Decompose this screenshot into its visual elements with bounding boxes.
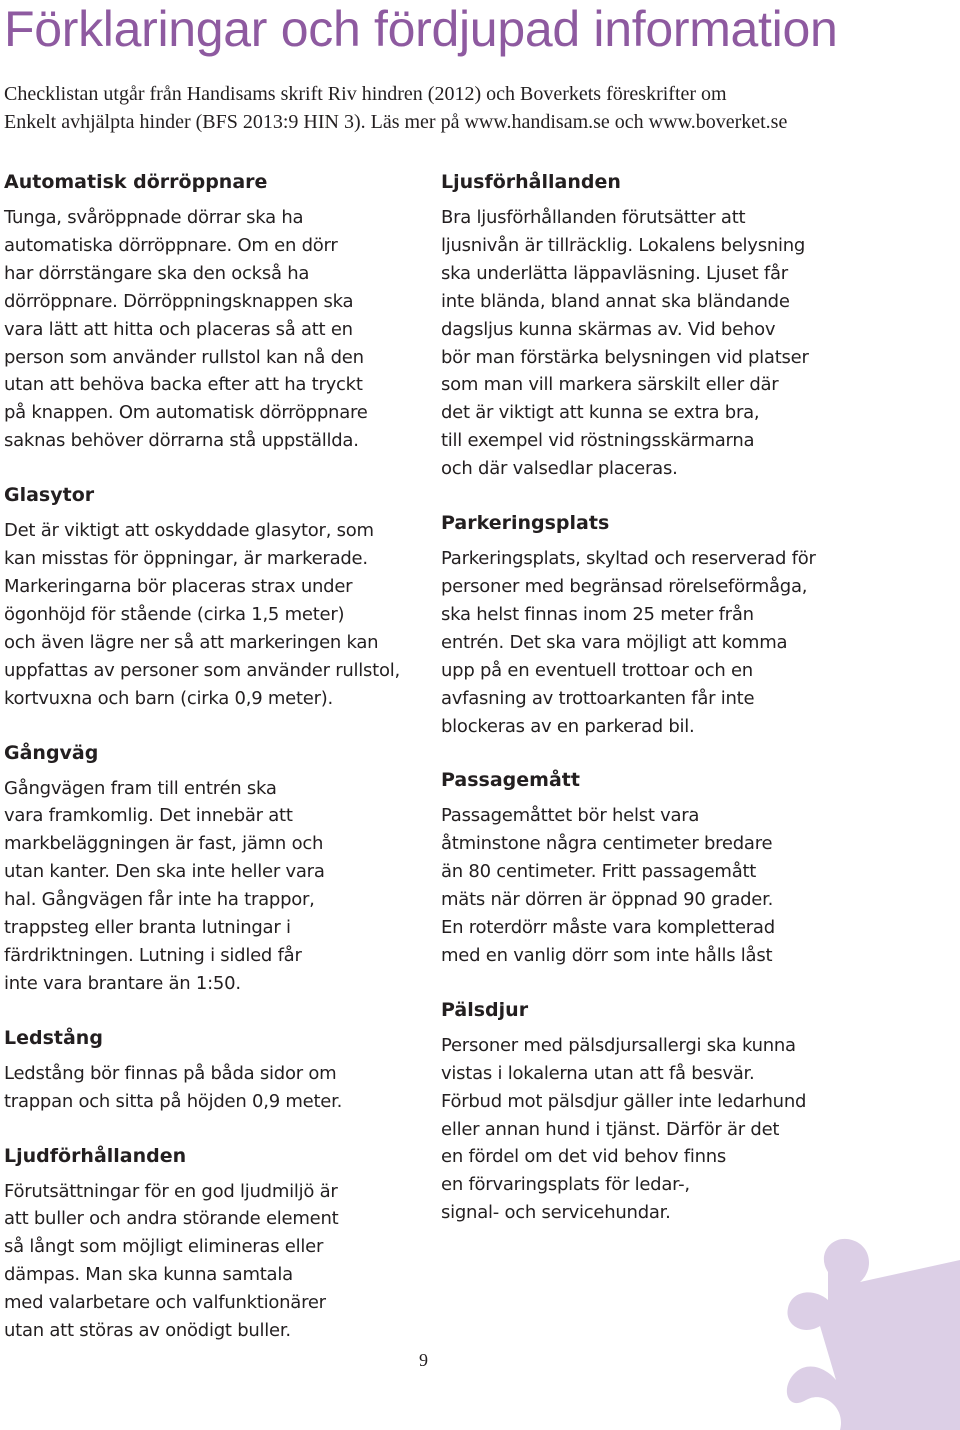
section [4,481,424,712]
body-line: inte vara brantare än 1:50. [4,972,241,994]
section-heading: Ljusförhållanden [441,171,621,193]
intro-line: Checklistan utgår från Handisams skrift Riv hindren (2012) och Boverkets föreskrifter om [4,83,727,105]
body-line: åtminstone några centimeter bredare [441,833,773,855]
body-line: än 80 centimeter. Fritt passagemått [441,861,757,883]
body-line: saknas behöver dörrarna stå uppställda. [4,430,359,452]
body-line: utan att störas av onödigt buller. [4,1320,291,1342]
section-heading: Automatisk dörröppnare [4,171,268,193]
body-line: vistas i lokalerna utan att få besvär. [441,1062,755,1084]
body-line: hal. Gångvägen får inte ha trappor, [4,889,315,911]
body-line: ska underlätta läppavläsning. Ljuset får [441,262,788,284]
page-title: Förklaringar och fördjupad information [4,1,838,57]
section-heading: Gångväg [4,741,99,764]
body-line: ska helst finnas inom 25 meter från [441,603,754,625]
body-line: Förutsättningar för en god ljudmiljö är [4,1180,338,1202]
puzzle-piece-icon [780,1230,960,1430]
body-line: att buller och andra störande element [4,1208,339,1230]
body-line: Bra ljusförhållanden förutsätter att [441,207,746,228]
body-line: dörröppnare. Dörröppningsknappen ska [4,290,354,312]
body-line: eller annan hund i tjänst. Därför är det [441,1118,780,1140]
body-line: kortvuxna och barn (cirka 0,9 meter). [4,687,333,709]
body-line: en förvaringsplats för ledar-, [441,1174,690,1196]
body-line: har dörrstängare ska den också ha [4,262,310,284]
section-body [4,1060,424,1116]
body-line: trappsteg eller branta lutningar i [4,917,291,939]
section-body [441,545,881,740]
body-line: Parkeringsplats, skyltad och reserverad för [441,548,816,570]
right-column [441,168,881,1227]
section-body [441,802,881,969]
section-gap [4,455,424,481]
body-line: Ledstång bör finnas på båda sidor om [4,1062,337,1084]
body-line: Tunga, svåröppnade dörrar ska ha [4,207,304,228]
section-body [4,775,424,998]
body-line: utan att behöva backa efter att ha tryckt [4,374,363,396]
body-line: så långt som möjligt elimineras eller [4,1236,324,1258]
body-line: inte blända, bland annat ska bländande [441,290,790,312]
body-line: det är viktigt att kunna se extra bra, [441,402,760,424]
puzzle-piece-shape [787,1239,960,1430]
body-line: avfasning av trottoarkanten får inte [441,687,755,709]
body-line: En roterdörr måste vara kompletterad [441,917,775,939]
body-line: blockeras av en parkerad bil. [441,715,695,737]
body-line: personer med begränsad rörelseförmåga, [441,575,808,597]
body-line: som man vill markera särskilt eller där [441,374,779,396]
section [4,1024,424,1116]
body-line: person som använder rullstol kan nå den [4,346,364,368]
body-line: en fördel om det vid behov finns [441,1146,727,1168]
section-gap [4,713,424,739]
body-line: kan misstas för öppningar, är markerade. [4,548,368,570]
body-line: automatiska dörröppnare. Om en dörr [4,234,338,256]
section-gap [4,998,424,1024]
body-line: färdriktningen. Lutning i sidled får [4,944,302,966]
body-line: och där valsedlar placeras. [441,458,678,480]
body-line: Passagemåttet bör helst vara [441,805,700,827]
section-body [4,1178,424,1345]
body-line: dämpas. Man ska kunna samtala [4,1264,293,1286]
section-heading: Pälsdjur [441,998,529,1021]
body-line: på knappen. Om automatisk dörröppnare [4,402,368,424]
section [4,1142,424,1345]
section-gap [441,970,881,996]
section-heading: Ljudförhållanden [4,1144,187,1167]
body-line: utan kanter. Den ska inte heller vara [4,861,325,883]
section [441,509,881,740]
section-body [441,1032,881,1227]
body-line: med en vanlig dörr som inte hålls låst [441,944,773,966]
body-line: vara framkomlig. Det innebär att [4,805,293,827]
section [441,996,881,1227]
section [441,168,881,483]
body-line: mäts när dörren är öppnad 90 grader. [441,889,774,911]
body-line: entrén. Det ska vara möjligt att komma [441,631,788,653]
section-gap [441,483,881,509]
body-line: Personer med pälsdjursallergi ska kunna [441,1034,796,1056]
body-line: signal- och servicehundar. [441,1202,671,1224]
body-line: dagsljus kunna skärmas av. Vid behov [441,318,776,340]
body-line: Markeringarna bör placeras strax under [4,575,353,597]
section-body [441,204,881,483]
intro-text [4,80,904,136]
section-heading: Ledstång [4,1026,103,1049]
section [4,168,424,455]
body-line: ljusnivån är tillräcklig. Lokalens belysning [441,234,806,256]
body-line: trappan och sitta på höjden 0,9 meter. [4,1090,343,1112]
section-body [4,204,424,455]
body-line: upp på en eventuell trottoar och en [441,659,753,681]
section-gap [4,1116,424,1142]
body-line: Det är viktigt att oskyddade glasytor, som [4,520,374,542]
page-number: 9 [419,1350,428,1370]
body-line: ögonhöjd för stående (cirka 1,5 meter) [4,603,345,625]
body-line: och även lägre ner så att markeringen kan [4,631,379,653]
body-line: Förbud mot pälsdjur gäller inte ledarhund [441,1090,807,1112]
body-line: till exempel vid röstningsskärmarna [441,430,755,452]
section-gap [441,740,881,766]
section-heading: Parkeringsplats [441,512,610,535]
section-body [4,517,424,712]
section-heading: Passagemått [441,769,580,792]
body-line: vara lätt att hitta och placeras så att en [4,318,353,340]
section [4,739,424,998]
left-column [4,168,424,1345]
body-line: med valarbetare och valfunktionärer [4,1292,326,1314]
section-heading: Glasytor [4,484,95,507]
body-line: markbeläggningen är fast, jämn och [4,833,324,855]
intro-line: Enkelt avhjälpta hinder (BFS 2013:9 HIN 3). Läs mer på www.handisam.se och www.boverket.se [4,111,788,133]
body-line: Gångvägen fram till entrén ska [4,777,277,799]
body-line: uppfattas av personer som använder rullstol, [4,659,400,681]
body-line: bör man förstärka belysningen vid platser [441,346,809,368]
section [441,766,881,969]
